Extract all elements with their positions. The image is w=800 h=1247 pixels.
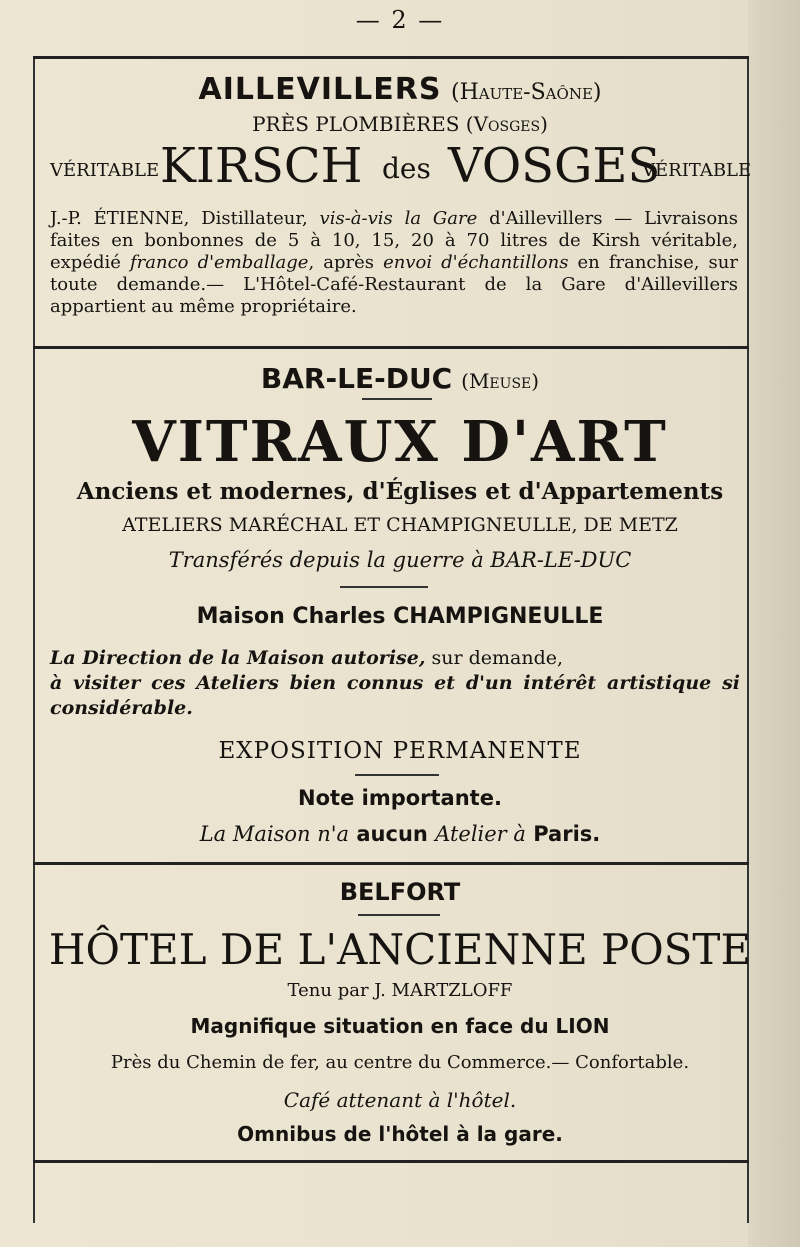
separator xyxy=(355,774,439,776)
ad1-veritable-right: VÉRITABLE xyxy=(642,160,752,181)
ad1-text-4: franco d'emballage xyxy=(129,252,309,273)
ad1-text-3: d'Aillevillers — Livraisons faites en bonbonnes de 5 à 10, 15, 20 à 70 litres de Kirsh véritable, expédié xyxy=(50,208,738,273)
ad2-paris-2: aucun xyxy=(349,822,436,846)
ad1-text-2: vis-à-vis la Gare xyxy=(319,208,478,229)
separator xyxy=(340,586,428,588)
ad2-town: BAR-LE-DUC xyxy=(260,362,453,395)
ad2-direction xyxy=(50,646,740,721)
ad2-paris xyxy=(0,822,800,846)
separator xyxy=(362,398,432,400)
ad2-title xyxy=(0,362,800,395)
ad2-subhead: Anciens et modernes, d'Églises et d'Appartements xyxy=(76,478,724,505)
ad1-text-6: envoi d'échantillons xyxy=(383,252,569,273)
ad2-headline: VITRAUX D'ART xyxy=(132,409,668,475)
rule-1 xyxy=(33,346,749,349)
ad2-direction-line2: à visiter ces Ateliers bien connus et d'un intérêt artistique si considérable. xyxy=(50,672,740,719)
ad3-pres: Près du Chemin de fer, au centre du Commerce.— Confortable. xyxy=(110,1052,690,1073)
ad1-title xyxy=(0,72,800,107)
ad3-town: BELFORT xyxy=(339,878,461,906)
ad3-hotel: HÔTEL DE L'ANCIENNE POSTE xyxy=(48,925,752,974)
ad2-paris-3: Atelier à xyxy=(435,822,526,846)
ad1-text-5: , après xyxy=(308,252,384,273)
ad1-text-1: J.-P. ÉTIENNE, Distillateur, xyxy=(50,208,320,229)
ad2-dept: (Meuse) xyxy=(461,369,540,393)
ad2-maison: Maison Charles CHAMPIGNEULLE xyxy=(196,604,604,629)
ad2-exposition: EXPOSITION PERMANENTE xyxy=(218,738,582,764)
ad2-paris-1: La Maison n'a xyxy=(199,822,350,846)
ad1-near: PRÈS PLOMBIÈRES (Vosges) xyxy=(252,112,548,136)
rule-2 xyxy=(33,862,749,865)
ad3-tenu: Tenu par J. MARTZLOFF xyxy=(287,980,513,1001)
ad2-transferes: Transférés depuis la guerre à BAR-LE-DUC xyxy=(168,548,632,572)
ad1-vosges: VOSGES xyxy=(448,138,661,194)
ad2-paris-4: Paris. xyxy=(525,822,601,846)
bottom-rule xyxy=(33,1160,749,1163)
ad2-direction-2: sur demande, xyxy=(425,647,564,669)
ad3-omnibus: Omnibus de l'hôtel à la gare. xyxy=(237,1122,563,1146)
ad1-text-7: en franchise, sur toute demande.— L'Hôtel-Café-Restaurant de la Gare d'Aillevillers appartient au même propriétaire. xyxy=(50,252,738,317)
top-rule xyxy=(33,56,749,59)
separator xyxy=(358,914,440,916)
ad1-dept: (Haute-Saône) xyxy=(450,80,602,105)
ad1-body xyxy=(50,208,738,318)
ad2-ateliers: ATELIERS MARÉCHAL ET CHAMPIGNEULLE, DE METZ xyxy=(122,514,678,536)
ad1-kirsch: KIRSCH xyxy=(160,138,363,194)
ad1-town: AILLEVILLERS xyxy=(198,72,442,107)
ad3-magnifique: Magnifique situation en face du LION xyxy=(190,1014,610,1038)
ad3-cafe: Café attenant à l'hôtel. xyxy=(283,1088,517,1112)
page-number: — 2 — xyxy=(355,6,445,34)
ad2-direction-1: La Direction de la Maison autorise, xyxy=(50,647,426,669)
ad2-note: Note importante. xyxy=(298,786,502,810)
ad1-veritable-left: VÉRITABLE xyxy=(50,160,160,181)
ad1-des: des xyxy=(382,152,431,185)
